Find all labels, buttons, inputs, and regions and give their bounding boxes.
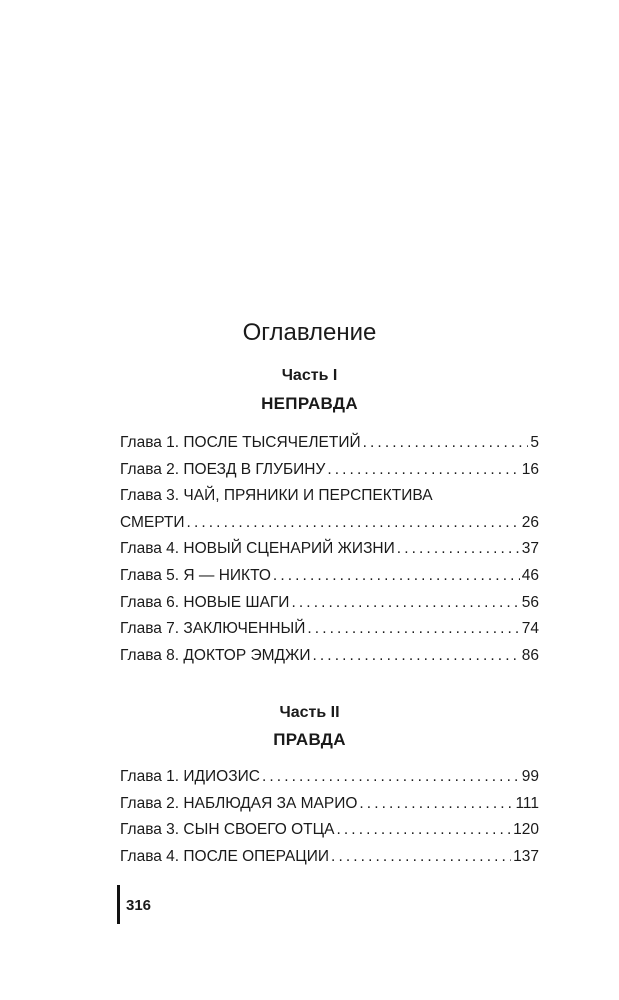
chapter-title: Глава 1. ПОСЛЕ ТЫСЯЧЕЛЕТИЙ: [120, 434, 361, 451]
chapter-title: Глава 8. ДОКТОР ЭМДЖИ: [120, 646, 311, 664]
toc-entry[interactable]: [120, 619, 539, 646]
part-1-chapter-list: [120, 433, 539, 672]
dot-leader: [331, 847, 511, 867]
toc-entry[interactable]: [120, 646, 539, 673]
dot-leader: [273, 566, 520, 586]
chapter-title: Глава 6. НОВЫЕ ШАГИ: [120, 593, 290, 611]
chapter-title: Глава 3. СЫН СВОЕГО ОТЦА: [120, 821, 335, 839]
page-number: 56: [521, 593, 539, 611]
dot-leader: [187, 513, 520, 533]
page-number: 37: [521, 540, 539, 558]
dot-leader: [359, 794, 513, 814]
folio-bar: [117, 885, 120, 924]
toc-entry[interactable]: [120, 460, 539, 487]
page-number: 16: [521, 460, 539, 478]
part-1-label: Часть I: [281, 367, 338, 384]
page-title: Оглавление: [242, 319, 377, 346]
page-number: 46: [521, 566, 539, 584]
toc-entry[interactable]: [120, 566, 539, 593]
chapter-title-line-1[interactable]: Глава 3. ЧАЙ, ПРЯНИКИ И ПЕРСПЕКТИВА: [120, 487, 433, 505]
page-number: 137: [513, 847, 539, 865]
chapter-title: Глава 2. ПОЕЗД В ГЛУБИНУ: [120, 460, 326, 478]
toc-entry[interactable]: [120, 767, 539, 794]
page-number: 26: [521, 513, 539, 531]
dot-leader: [336, 820, 511, 840]
dot-leader: [363, 433, 529, 453]
dot-leader: [291, 593, 519, 613]
toc-entry[interactable]: [120, 593, 539, 620]
page-number: 99: [521, 768, 539, 785]
chapter-title: Глава 7. ЗАКЛЮЧЕННЫЙ: [120, 620, 306, 638]
page-number: 74: [521, 620, 539, 638]
toc-entry[interactable]: [120, 513, 539, 540]
toc-entry[interactable]: [120, 794, 539, 821]
chapter-title: Глава 5. Я — НИКТО: [120, 566, 271, 584]
toc-entry[interactable]: [120, 539, 539, 566]
folio-page-number: 316: [126, 897, 152, 914]
dot-leader: [397, 539, 520, 559]
chapter-title: Глава 4. ПОСЛЕ ОПЕРАЦИИ: [120, 847, 330, 865]
toc-entry[interactable]: [120, 847, 539, 874]
chapter-title: Глава 1. ИДИОЗИС: [120, 768, 260, 785]
dot-leader: [327, 460, 519, 480]
page-number: 5: [530, 434, 539, 451]
part-2-label: Часть II: [279, 704, 340, 721]
toc-entry[interactable]: [120, 820, 539, 847]
chapter-title: Глава 4. НОВЫЙ СЦЕНАРИЙ ЖИЗНИ: [120, 540, 395, 558]
dot-leader: [307, 619, 519, 639]
dot-leader: [262, 767, 520, 787]
part-2-chapter-list: [120, 767, 539, 873]
page-number: 120: [513, 821, 539, 839]
part-1-title: НЕПРАВДА: [261, 394, 358, 413]
page-number: 86: [521, 646, 539, 664]
part-2-title: ПРАВДА: [273, 730, 346, 749]
chapter-title: Глава 2. НАБЛЮДАЯ ЗА МАРИО: [120, 794, 358, 812]
chapter-title-line-2: СМЕРТИ: [120, 513, 185, 531]
dot-leader: [312, 646, 519, 666]
page-number: 111: [515, 794, 539, 812]
toc-entry[interactable]: [120, 433, 539, 460]
